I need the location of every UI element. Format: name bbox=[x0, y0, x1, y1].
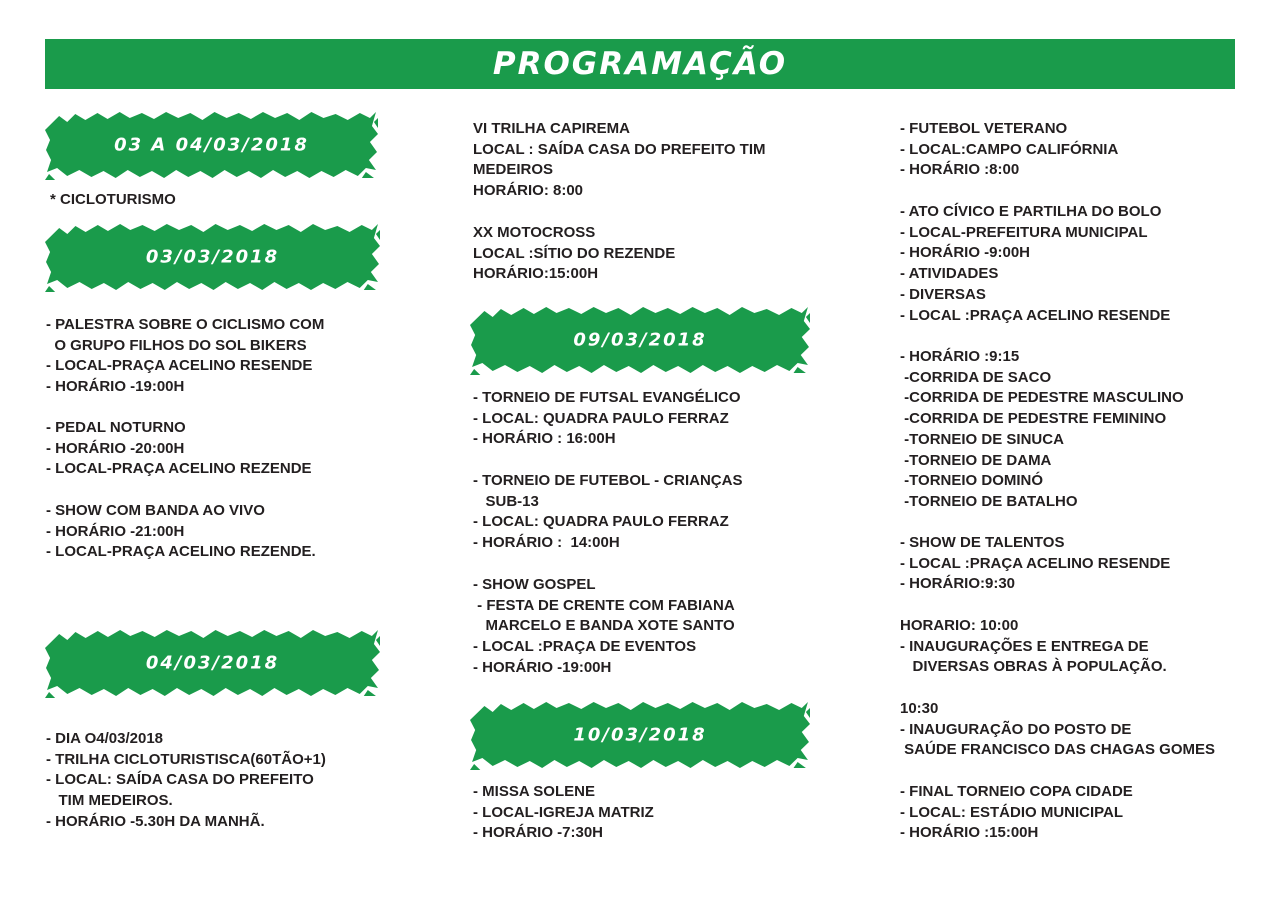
event-palestra: - PALESTRA SOBRE O CICLISMO COM O GRUPO FILHOS DO SOL BIKERS - LOCAL-PRAÇA ACELINO RESENDE - HORÁRIO -19:00H bbox=[46, 316, 325, 396]
event-corridas-torneios: - HORÁRIO :9:15 -CORRIDA DE SACO -CORRIDA DE PEDESTRE MASCULINO -CORRIDA DE PEDESTRE FEMININO -TORNEIO DE SINUCA -TORNEIO DE DAMA -TORNEIO DOMINÓ -TORNEIO DE BATALHO bbox=[900, 348, 1184, 510]
date-banner-04-03 bbox=[45, 628, 380, 698]
title-bar bbox=[45, 39, 1235, 89]
event-inauguracoes: HORARIO: 10:00 - INAUGURAÇÕES E ENTREGA DE DIVERSAS OBRAS À POPULAÇÃO. bbox=[900, 617, 1167, 676]
date-banner-label: 09/03/2018 bbox=[573, 329, 707, 351]
event-motocross: XX MOTOCROSS LOCAL :SÍTIO DO REZENDE HORÁRIO:15:00H bbox=[473, 224, 676, 283]
cicloturismo-text: * CICLOTURISMO bbox=[50, 191, 176, 208]
date-banner-label: 03/03/2018 bbox=[145, 246, 280, 268]
page-title: PROGRAMAÇÃO bbox=[492, 46, 788, 82]
date-banner-label: 10/03/2018 bbox=[573, 724, 707, 746]
event-missa: - MISSA SOLENE - LOCAL-IGREJA MATRIZ - HORÁRIO -7:30H bbox=[473, 783, 654, 842]
event-posto-saude: 10:30 - INAUGURAÇÃO DO POSTO DE SAÚDE FRANCISCO DAS CHAGAS GOMES bbox=[900, 700, 1216, 759]
date-banner-09-03 bbox=[470, 305, 810, 375]
event-ato-civico: - ATO CÍVICO E PARTILHA DO BOLO - LOCAL-PREFEITURA MUNICIPAL - HORÁRIO -9:00H - ATIVIDADES - DIVERSAS - LOCAL :PRAÇA ACELINO RESENDE bbox=[900, 203, 1171, 324]
date-banner-03-a-04 bbox=[45, 110, 378, 180]
date-banner-label: 03 A 04/03/2018 bbox=[114, 134, 309, 156]
date-banner-label: 04/03/2018 bbox=[145, 652, 280, 674]
event-trilha-capirema: VI TRILHA CAPIREMA LOCAL : SAÍDA CASA DO PREFEITO TIM MEDEIROS HORÁRIO: 8:00 bbox=[473, 120, 766, 200]
event-show-talentos: - SHOW DE TALENTOS - LOCAL :PRAÇA ACELINO RESENDE - HORÁRIO:9:30 bbox=[900, 534, 1171, 593]
event-final-torneio: - FINAL TORNEIO COPA CIDADE - LOCAL: ESTÁDIO MUNICIPAL - HORÁRIO :15:00H bbox=[900, 783, 1133, 842]
event-show-banda: - SHOW COM BANDA AO VIVO - HORÁRIO -21:00H - LOCAL-PRAÇA ACELINO REZENDE. bbox=[46, 502, 316, 561]
event-futebol-criancas: - TORNEIO DE FUTEBOL - CRIANÇAS SUB-13 - LOCAL: QUADRA PAULO FERRAZ - HORÁRIO : 14:00H bbox=[473, 472, 743, 552]
event-futsal: - TORNEIO DE FUTSAL EVANGÉLICO - LOCAL: QUADRA PAULO FERRAZ - HORÁRIO : 16:00H bbox=[473, 389, 741, 448]
event-dia-04: - DIA O4/03/2018 - TRILHA CICLOTURISTISCA(60TÃO+1) - LOCAL: SAÍDA CASA DO PREFEITO TIM MEDEIROS. - HORÁRIO -5.30H DA MANHÃ. bbox=[46, 730, 326, 830]
date-banner-10-03 bbox=[470, 700, 810, 770]
event-show-gospel: - SHOW GOSPEL - FESTA DE CRENTE COM FABIANA MARCELO E BANDA XOTE SANTO - LOCAL :PRAÇA DE EVENTOS - HORÁRIO -19:00H bbox=[473, 576, 735, 676]
event-pedal-noturno: - PEDAL NOTURNO - HORÁRIO -20:00H - LOCAL-PRAÇA ACELINO REZENDE bbox=[46, 419, 312, 478]
date-banner-03-03 bbox=[45, 222, 380, 292]
event-futebol-veterano: - FUTEBOL VETERANO - LOCAL:CAMPO CALIFÓRNIA - HORÁRIO :8:00 bbox=[900, 120, 1119, 179]
